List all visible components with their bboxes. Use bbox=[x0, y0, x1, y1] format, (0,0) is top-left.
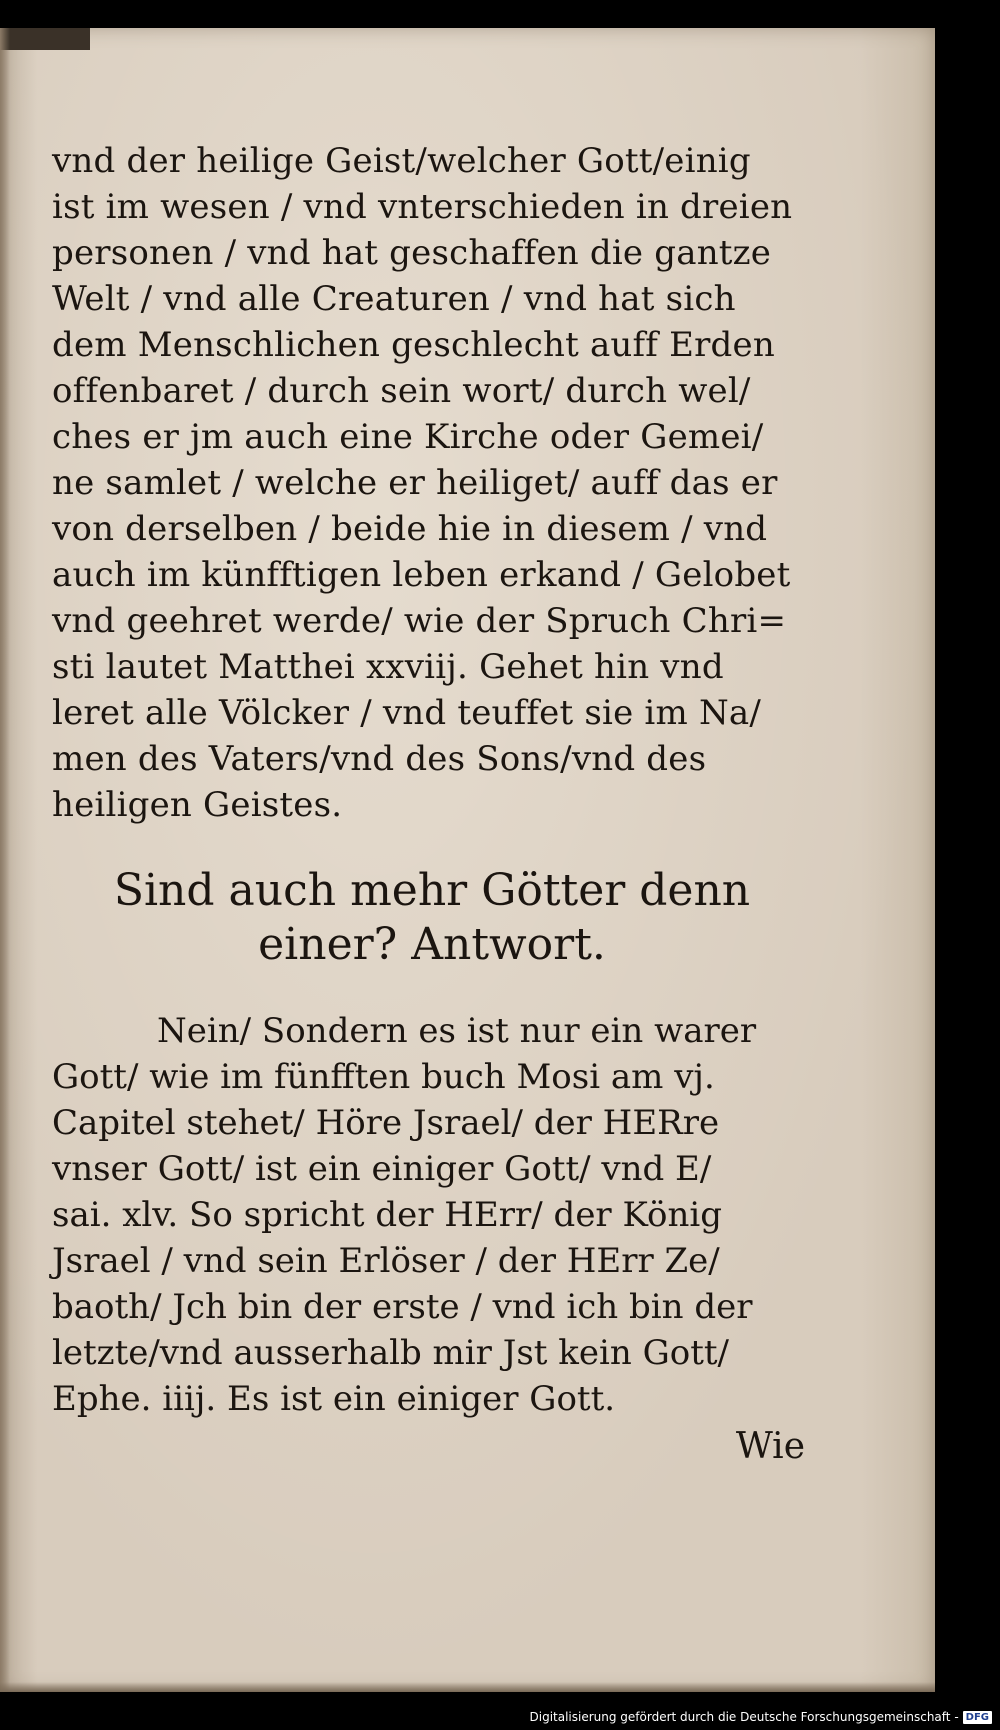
body-line: men des Vaters/vnd des Sons/vnd des bbox=[52, 739, 707, 779]
dfg-logo-icon: DFG bbox=[963, 1711, 992, 1724]
body-line: von derselben / beide hie in diesem / vnd bbox=[52, 509, 768, 549]
body-line: ne samlet / welche er heiliget/ auff das er bbox=[52, 463, 778, 503]
catchword: Wie bbox=[735, 1426, 805, 1467]
answer-line: vnser Gott/ ist ein einiger Gott/ vnd E/ bbox=[52, 1149, 712, 1189]
body-line: leret alle Völcker / vnd teuffet sie im Na/ bbox=[52, 693, 762, 733]
heading-line: Sind auch mehr Götter denn bbox=[113, 865, 751, 916]
body-text bbox=[52, 138, 812, 828]
answer-line: Ephe. iiij. Es ist ein einiger Gott. bbox=[52, 1379, 616, 1419]
answer-line: Capitel stehet/ Höre Jsrael/ der HERre bbox=[52, 1103, 720, 1143]
page-bottom-edge bbox=[0, 1682, 935, 1692]
section-heading bbox=[52, 864, 812, 972]
page-corner-tab bbox=[0, 28, 90, 50]
body-line: ist im wesen / vnd vnterschieden in dreien bbox=[52, 187, 793, 227]
body-line: offenbaret / durch sein wort/ durch wel/ bbox=[52, 371, 751, 411]
body-line: vnd der heilige Geist/welcher Gott/einig bbox=[52, 141, 751, 181]
body-line: Welt / vnd alle Creaturen / vnd hat sich bbox=[52, 279, 736, 319]
body-line: vnd geehret werde/ wie der Spruch Chri= bbox=[52, 601, 787, 641]
body-line: dem Menschlichen geschlecht auff Erden bbox=[52, 325, 775, 365]
body-line: ches er jm auch eine Kirche oder Gemei/ bbox=[52, 417, 764, 457]
book-page bbox=[0, 28, 935, 1692]
answer-line: Gott/ wie im fünfften buch Mosi am vj. bbox=[52, 1057, 715, 1097]
body-line: heiligen Geistes. bbox=[52, 785, 343, 825]
body-line: sti lautet Matthei xxviij. Gehet hin vnd bbox=[52, 647, 724, 687]
answer-line: sai. xlv. So spricht der HErr/ der König bbox=[52, 1195, 722, 1235]
body-line: personen / vnd hat geschaffen die gantze bbox=[52, 233, 772, 273]
digitization-footer bbox=[530, 1710, 993, 1724]
answer-line: Nein/ Sondern es ist nur ein warer bbox=[157, 1011, 757, 1051]
answer-line: letzte/vnd ausserhalb mir Jst kein Gott/ bbox=[52, 1333, 729, 1373]
heading-line: einer? Antwort. bbox=[258, 919, 606, 970]
footer-text: Digitalisierung gefördert durch die Deutsche Forschungsgemeinschaft - bbox=[529, 1710, 959, 1724]
answer-text bbox=[52, 1008, 812, 1422]
answer-line: Jsrael / vnd sein Erlöser / der HErr Ze/ bbox=[52, 1241, 720, 1281]
answer-line: baoth/ Jch bin der erste / vnd ich bin der bbox=[52, 1287, 753, 1327]
body-line: auch im künfftigen leben erkand / Gelobet bbox=[52, 555, 791, 595]
page-binding-shadow bbox=[0, 28, 10, 1692]
